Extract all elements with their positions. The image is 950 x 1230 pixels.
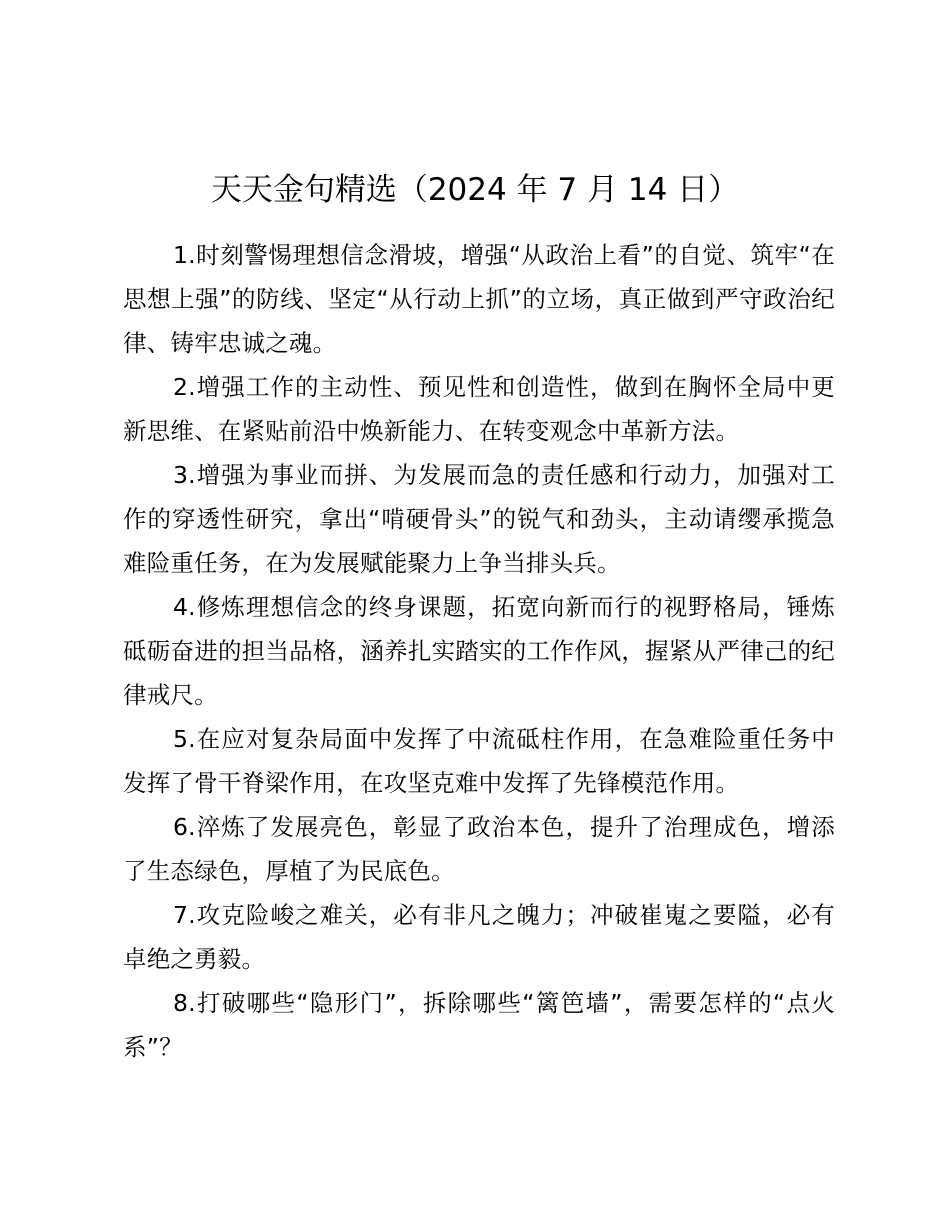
paragraph-2: 2.增强工作的主动性、预见性和创造性，做到在胸怀全局中更新思维、在紧贴前沿中焕新能力、在转变观念中革新方法。 bbox=[123, 373, 835, 445]
document-body bbox=[123, 233, 835, 1069]
paragraph-6: 6.淬炼了发展亮色，彰显了政治本色，提升了治理成色，增添了生态绿色，厚植了为民底色。 bbox=[123, 813, 835, 885]
paragraph-1: 1.时刻警惕理想信念滑坡，增强“从政治上看”的自觉、筑牢“在思想上强”的防线、坚定“从行动上抓”的立场，真正做到严守政治纪律、铸牢忠诚之魂。 bbox=[123, 241, 835, 357]
paragraph-7: 7.攻克险峻之难关，必有非凡之魄力；冲破崔嵬之要隘，必有卓绝之勇毅。 bbox=[123, 901, 835, 973]
paragraph-8: 8.打破哪些“隐形门”，拆除哪些“篱笆墙”，需要怎样的“点火系”？ bbox=[123, 989, 835, 1061]
paragraph-4: 4.修炼理想信念的终身课题，拓宽向新而行的视野格局，锤炼砥砺奋进的担当品格，涵养扎实踏实的工作作风，握紧从严律己的纪律戒尺。 bbox=[123, 593, 835, 709]
paragraph-3: 3.增强为事业而拼、为发展而急的责任感和行动力，加强对工作的穿透性研究，拿出“啃硬骨头”的锐气和劲头，主动请缨承揽急难险重任务，在为发展赋能聚力上争当排头兵。 bbox=[123, 461, 835, 577]
paragraph-5: 5.在应对复杂局面中发挥了中流砥柱作用，在急难险重任务中发挥了骨干脊梁作用，在攻坚克难中发挥了先锋模范作用。 bbox=[123, 725, 835, 797]
document-title: 天天金句精选（2024 年 7 月 14 日） bbox=[210, 172, 740, 208]
